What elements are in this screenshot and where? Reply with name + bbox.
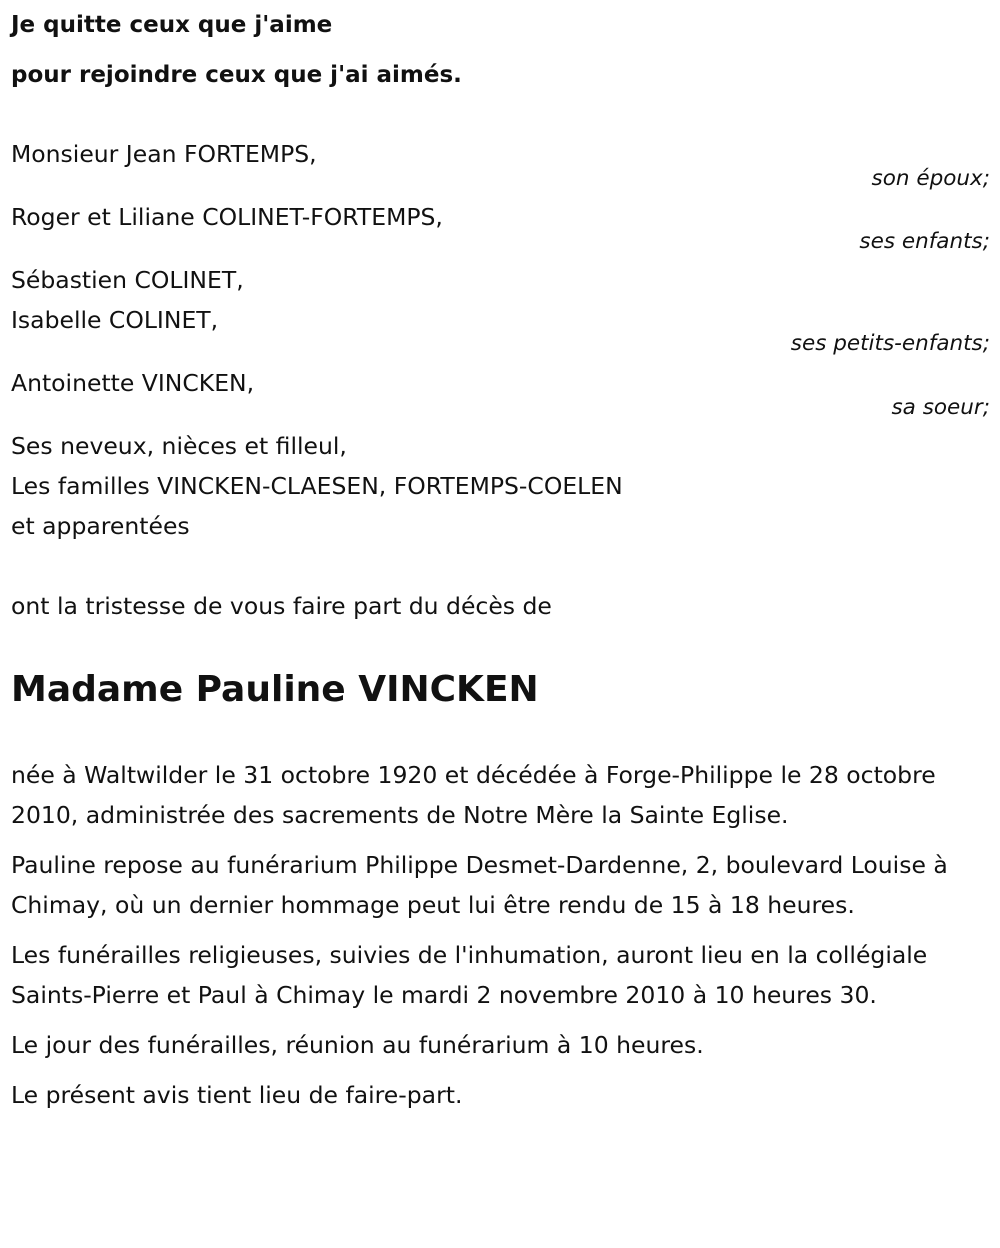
- grandchild-1-name: Sébastien COLINET,: [11, 266, 244, 294]
- quote-line-1: Je quitte ceux que j'aime: [11, 12, 333, 38]
- relatives-line-3: et apparentées: [11, 512, 190, 540]
- sister-name: Antoinette VINCKEN,: [11, 369, 255, 397]
- meeting-paragraph: Le jour des funérailles, réunion au funérarium à 10 heures.: [11, 1031, 704, 1059]
- husband-name: Monsieur Jean FORTEMPS,: [11, 140, 317, 168]
- visitation-paragraph: Pauline repose au funérarium Philippe Desmet-Dardenne, 2, boulevard Louise à Chimay, où un dernier hommage peut lui être rendu de 15 à 18 heures.: [11, 851, 948, 919]
- children-role: ses enfants;: [859, 229, 990, 254]
- deceased-name: Madame Pauline VINCKEN: [11, 669, 539, 710]
- birth-death-paragraph: née à Waltwilder le 31 octobre 1920 et décédée à Forge-Philippe le 28 octobre 2010, administrée des sacrements de Notre Mère la Sainte Eglise.: [11, 761, 936, 829]
- notice-paragraph: Le présent avis tient lieu de faire-part.: [11, 1081, 463, 1109]
- funeral-paragraph: Les funérailles religieuses, suivies de l'inhumation, auront lieu en la collégiale Saints-Pierre et Paul à Chimay le mardi 2 novembre 2010 à 10 heures 30.: [11, 941, 928, 1009]
- announcement-text: ont la tristesse de vous faire part du décès de: [11, 592, 552, 620]
- quote-line-2: pour rejoindre ceux que j'ai aimés.: [11, 62, 462, 88]
- grandchild-2-name: Isabelle COLINET,: [11, 306, 219, 334]
- sister-role: sa soeur;: [891, 395, 990, 420]
- grandchildren-role: ses petits-enfants;: [790, 331, 990, 356]
- relatives-line-1: Ses neveux, nièces et filleul,: [11, 432, 347, 460]
- details-section: [11, 755, 996, 1125]
- children-names: Roger et Liliane COLINET-FORTEMPS,: [11, 203, 443, 231]
- husband-role: son époux;: [871, 166, 990, 191]
- relatives-line-2: Les familles VINCKEN-CLAESEN, FORTEMPS-COELEN: [11, 472, 623, 500]
